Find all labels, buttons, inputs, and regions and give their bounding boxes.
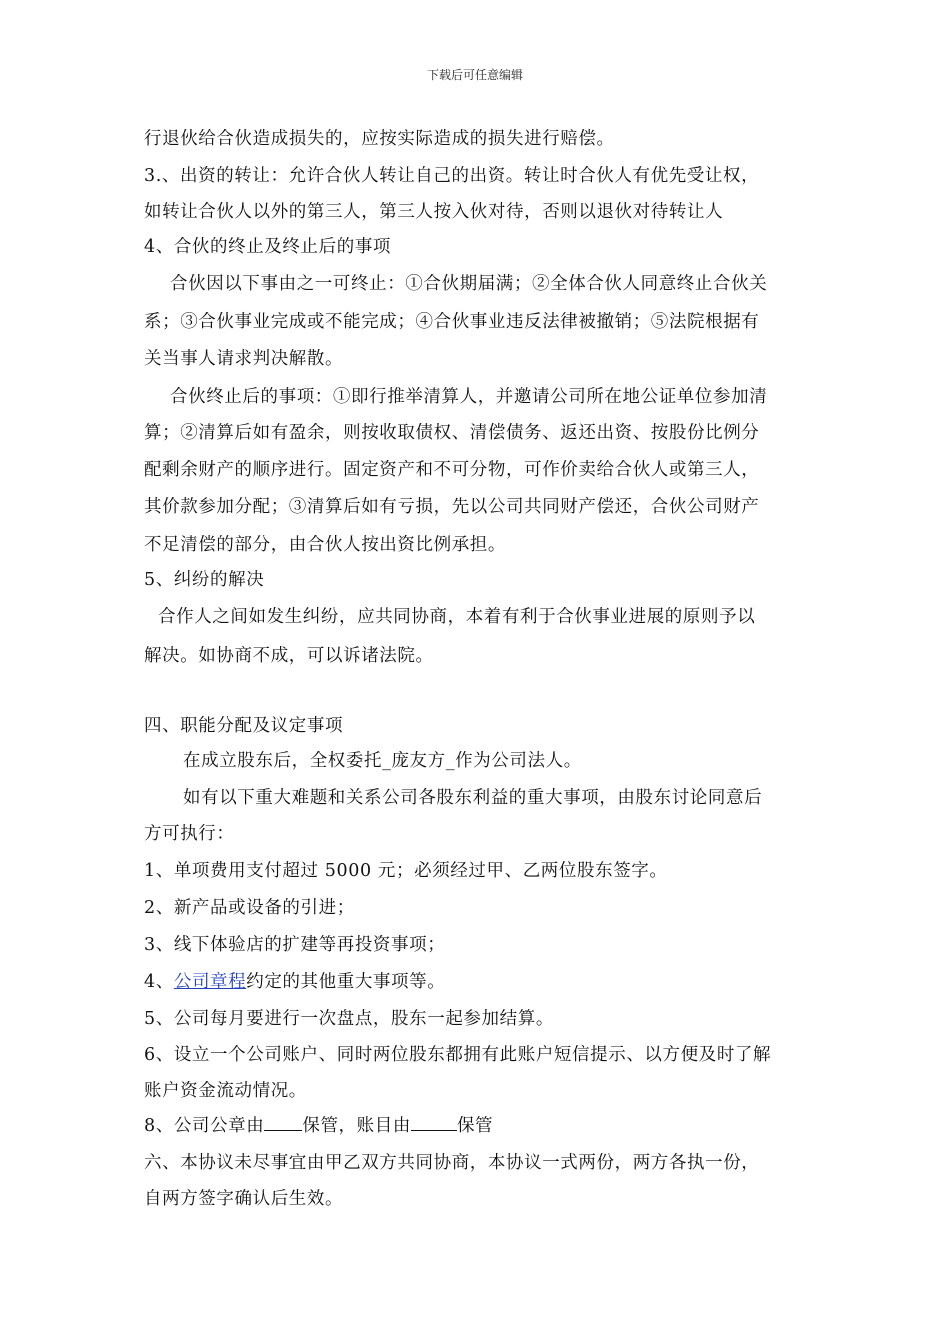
seal-custody-label: 8、公司公章由 [144, 1116, 265, 1136]
list-item-prefix: 4、 [144, 972, 174, 992]
custody-suffix: 保管 [456, 1116, 494, 1136]
text-line: 在成立股东后，全权委托_庞友方_作为公司法人。 [183, 751, 582, 771]
list-item: 2、新产品或设备的引进； [144, 898, 355, 918]
section-heading: 5、纠纷的解决 [144, 570, 265, 590]
company-charter-link[interactable]: 公司章程 [173, 972, 247, 992]
list-item: 5、公司每月要进行一次盘点，股东一起参加结算。 [144, 1009, 554, 1029]
list-item: 6、设立一个公司账户、同时两位股东都拥有此账户短信提示、以方便及时了解 [144, 1045, 772, 1065]
list-item [144, 970, 445, 994]
list-item: 1、单项费用支付超过 5000 元；必须经过甲、乙两位股东签字。 [144, 861, 668, 881]
text-line: 账户资金流动情况。 [144, 1081, 307, 1101]
text-line: 方可执行： [144, 824, 235, 844]
text-line: 3.、出资的转让：允许合伙人转让自己的出资。转让时合伙人有优先受让权， [144, 166, 760, 186]
seal-keeper-blank [264, 1114, 302, 1131]
list-item-suffix: 约定的其他重大事项等。 [246, 972, 446, 992]
text-line: 系；③合伙事业完成或不能完成；④合伙事业违反法律被撤销；⑤法院根据有 [144, 312, 760, 332]
text-line: 行退伙给合伙造成损失的，应按实际造成的损失进行赔偿。 [144, 129, 615, 149]
text-line: 如有以下重大难题和关系公司各股东利益的重大事项，由股东讨论同意后 [183, 788, 763, 808]
text-line: 自两方签字确认后生效。 [144, 1189, 344, 1209]
list-item [144, 1114, 493, 1138]
list-item: 3、线下体验店的扩建等再投资事项； [144, 935, 446, 955]
text-line: 解决。如协商不成，可以诉诸法院。 [144, 646, 434, 666]
text-line: 合伙因以下事由之一可终止：①合伙期届满；②全体合伙人同意终止合伙关 [170, 274, 768, 294]
text-line: 关当事人请求判决解散。 [144, 349, 344, 369]
text-line: 合作人之间如发生纠纷，应共同协商，本着有利于合伙事业进展的原则予以 [158, 607, 756, 627]
text-line: 算；②清算后如有盈余，则按收取债权、清偿债务、返还出资、按股份比例分 [144, 423, 760, 443]
accounts-keeper-blank [411, 1114, 457, 1131]
section-heading: 四、职能分配及议定事项 [144, 716, 344, 736]
text-line: 如转让合伙人以外的第三人，第三人按入伙对待，否则以退伙对待转让人 [144, 202, 724, 222]
text-line: 其价款参加分配；③清算后如有亏损，先以公司共同财产偿还，合伙公司财产 [144, 497, 760, 517]
section-heading: 4、合伙的终止及终止后的事项 [144, 237, 392, 257]
text-line: 六、本协议未尽事宜由甲乙双方共同协商，本协议一式两份，两方各执一份， [144, 1153, 760, 1173]
text-line: 配剩余财产的顺序进行。固定资产和不可分物，可作价卖给合伙人或第三人， [144, 460, 760, 480]
accounts-custody-label: 保管，账目由 [302, 1116, 411, 1136]
text-line: 合伙终止后的事项：①即行推举清算人，并邀请公司所在地公证单位参加清 [170, 387, 768, 407]
page-header: 下载后可任意编辑 [426, 68, 523, 82]
text-line: 不足清偿的部分，由合伙人按出资比例承担。 [144, 535, 506, 555]
